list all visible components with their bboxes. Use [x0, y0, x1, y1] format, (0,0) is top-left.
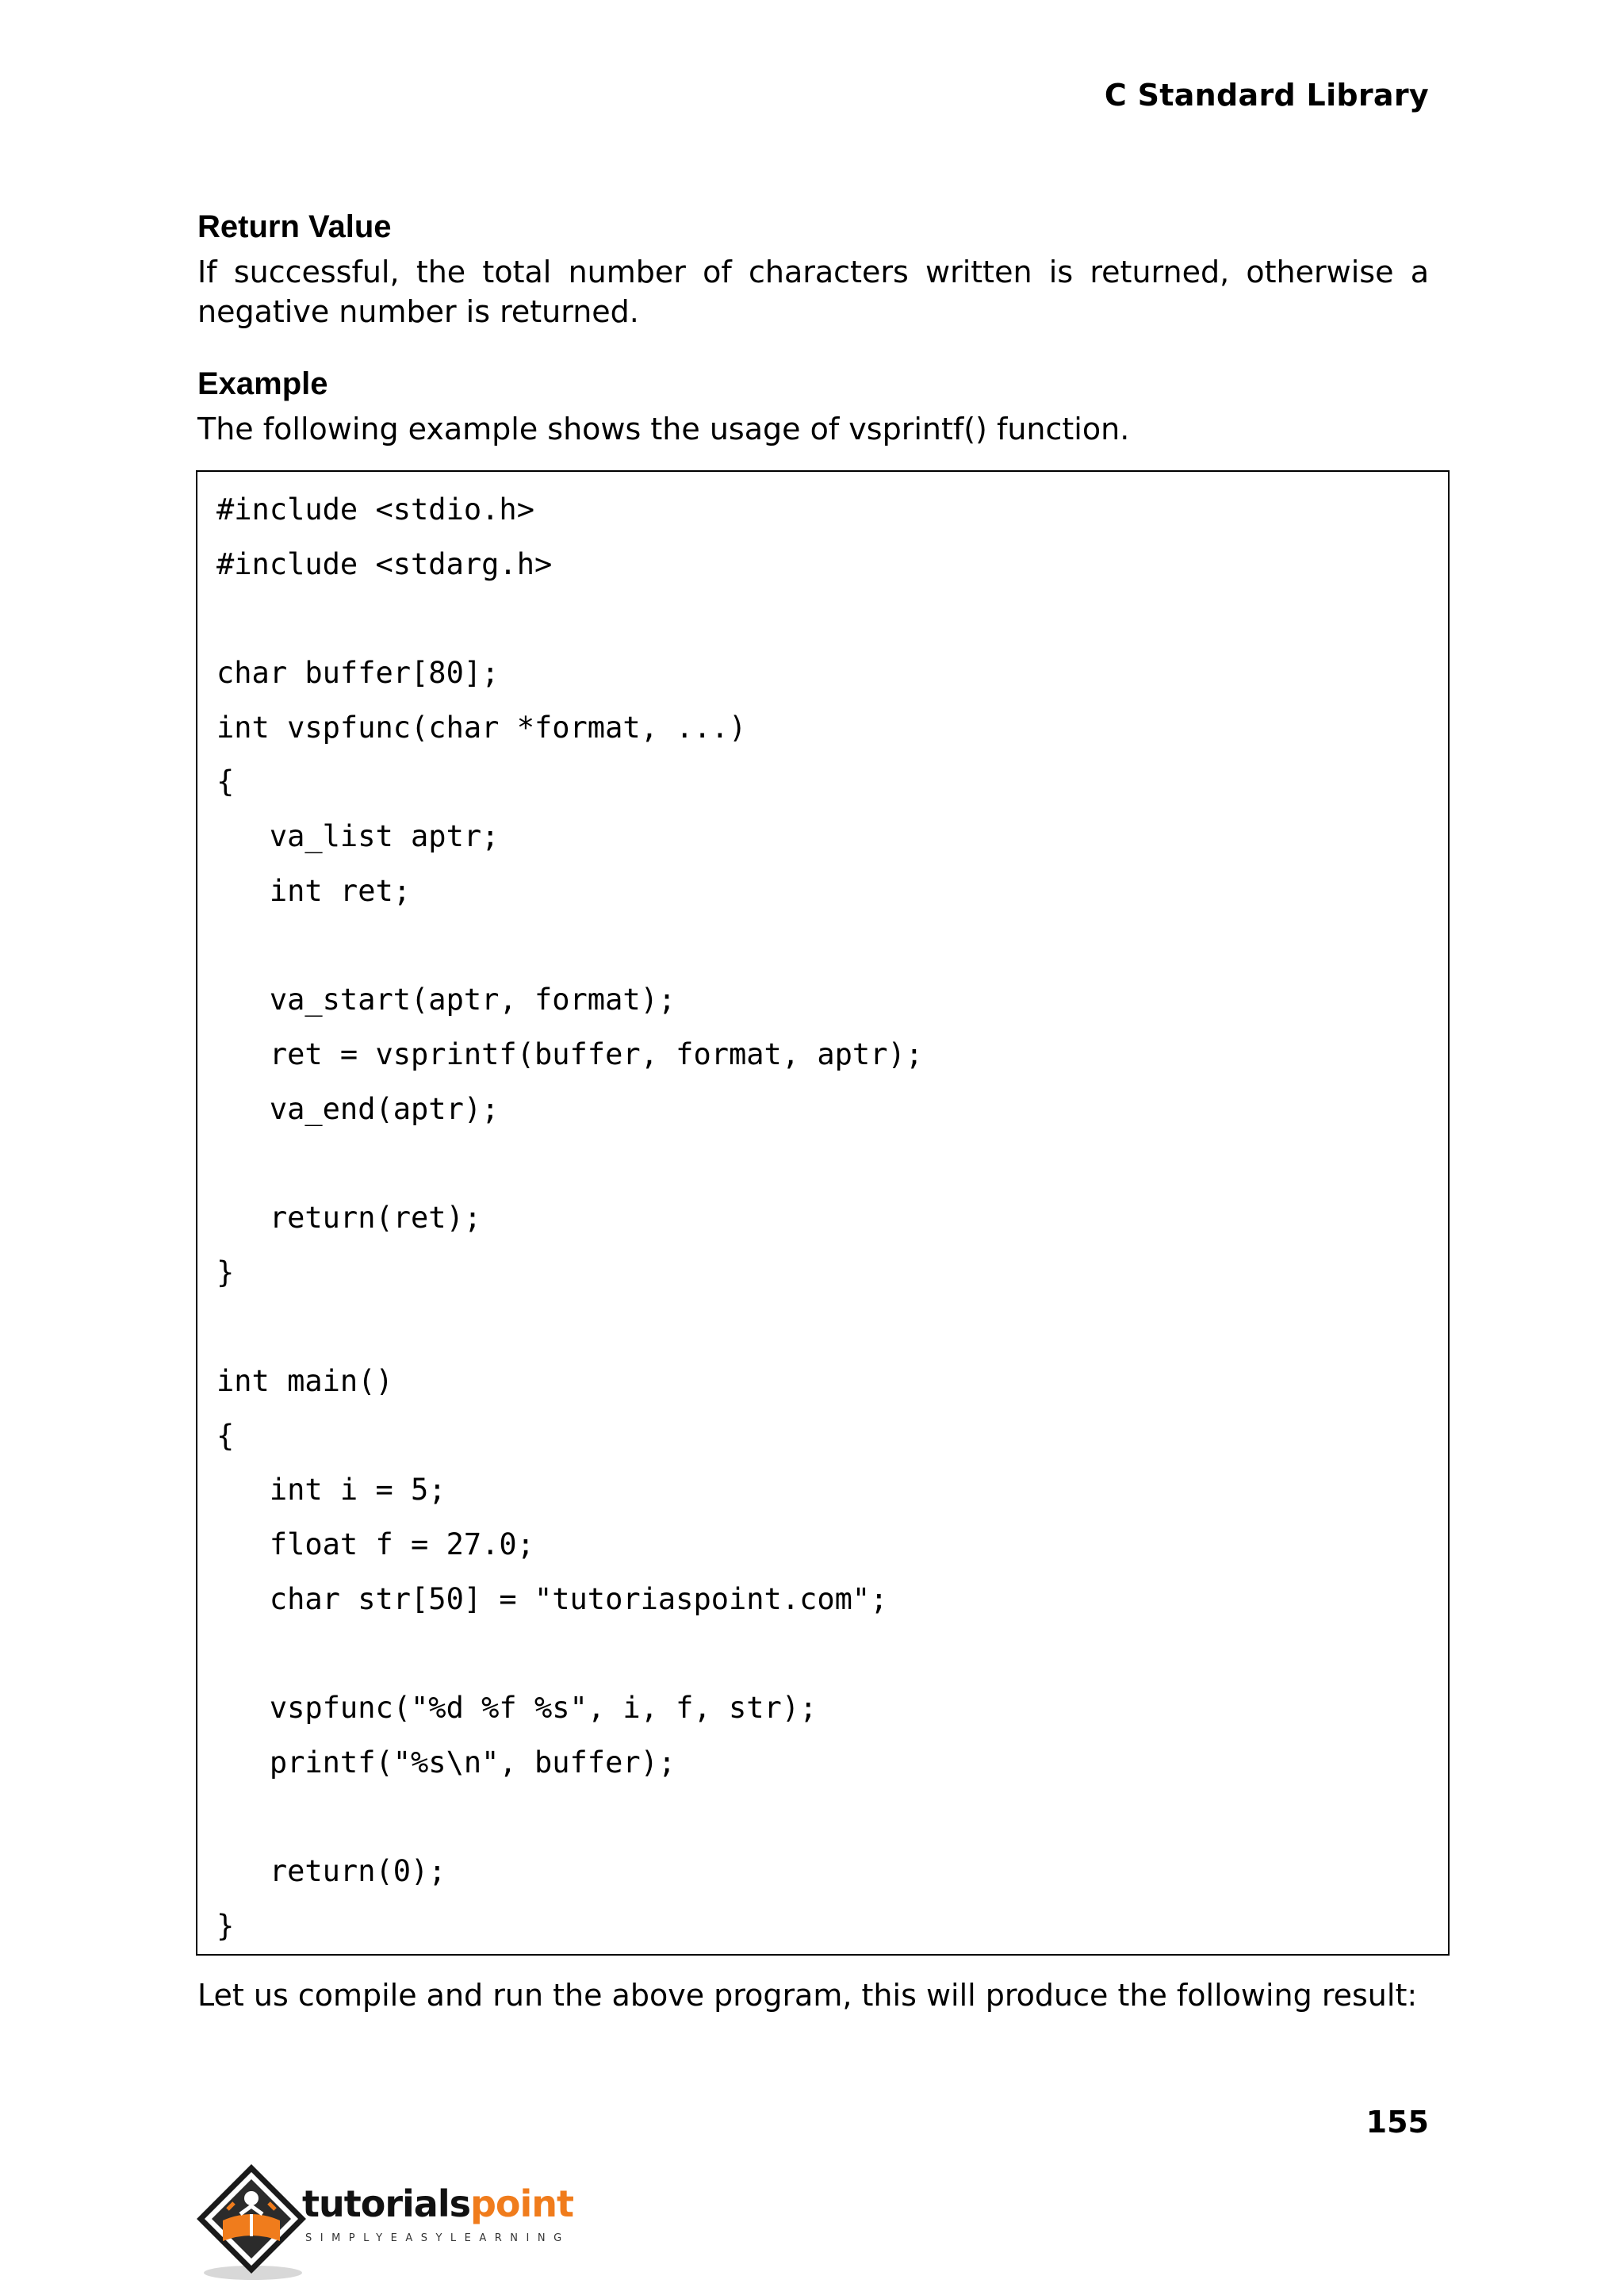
code-line: int ret;	[216, 873, 412, 908]
result-intro: Let us compile and run the above program, this will produce the following result:	[197, 1978, 1418, 2013]
code-line: va_start(aptr, format);	[216, 983, 676, 1017]
code-line: #include <stdio.h>	[216, 492, 534, 527]
running-header: C Standard Library	[1104, 78, 1429, 113]
code-line: }	[216, 1255, 235, 1289]
logo-mark-icon	[196, 2163, 307, 2282]
code-line: int i = 5;	[216, 1473, 446, 1508]
code-line	[216, 1797, 923, 1852]
code-line: {	[216, 1418, 235, 1453]
code-line	[216, 925, 923, 980]
tutorialspoint-logo	[196, 2163, 574, 2282]
code-line: ret = vsprintf(buffer, format, aptr);	[216, 1036, 924, 1071]
logo-tagline: SIMPLYEASYLEARNING	[305, 2232, 570, 2244]
code-lines	[216, 489, 923, 1960]
code-line: char str[50] = "tutoriaspoint.com";	[216, 1581, 888, 1616]
code-line	[216, 1306, 923, 1361]
code-line: vspfunc("%d %f %s", i, f, str);	[216, 1691, 818, 1726]
page-number: 155	[1365, 2105, 1429, 2140]
return-value-heading: Return Value	[197, 209, 392, 244]
example-intro: The following example shows the usage of vsprintf() function.	[197, 412, 1130, 446]
code-line: }	[216, 1908, 235, 1943]
return-value-text: If successful, the total number of characters written is returned, otherwise a negative number is returned.	[197, 255, 1429, 329]
code-line	[216, 1633, 923, 1688]
code-line	[216, 598, 923, 653]
code-line	[216, 1143, 923, 1197]
code-line: #include <stdarg.h>	[216, 546, 553, 581]
code-line: int main()	[216, 1364, 393, 1398]
logo-word-dark: tutorials	[302, 2182, 470, 2225]
code-line: float f = 27.0;	[216, 1527, 534, 1562]
code-block	[196, 470, 1450, 1956]
code-line: va_end(aptr);	[216, 1091, 500, 1126]
code-line: {	[216, 764, 235, 799]
code-line: char buffer[80];	[216, 656, 500, 691]
example-heading: Example	[197, 366, 328, 401]
code-line: return(ret);	[216, 1200, 482, 1235]
logo-word-accent: point	[469, 2182, 574, 2225]
code-line: return(0);	[216, 1854, 446, 1889]
logo-wordmark	[302, 2182, 573, 2225]
code-line: va_list aptr;	[216, 819, 500, 854]
code-line: printf("%s\n", buffer);	[216, 1745, 676, 1780]
code-line: int vspfunc(char *format, ...)	[216, 710, 747, 745]
